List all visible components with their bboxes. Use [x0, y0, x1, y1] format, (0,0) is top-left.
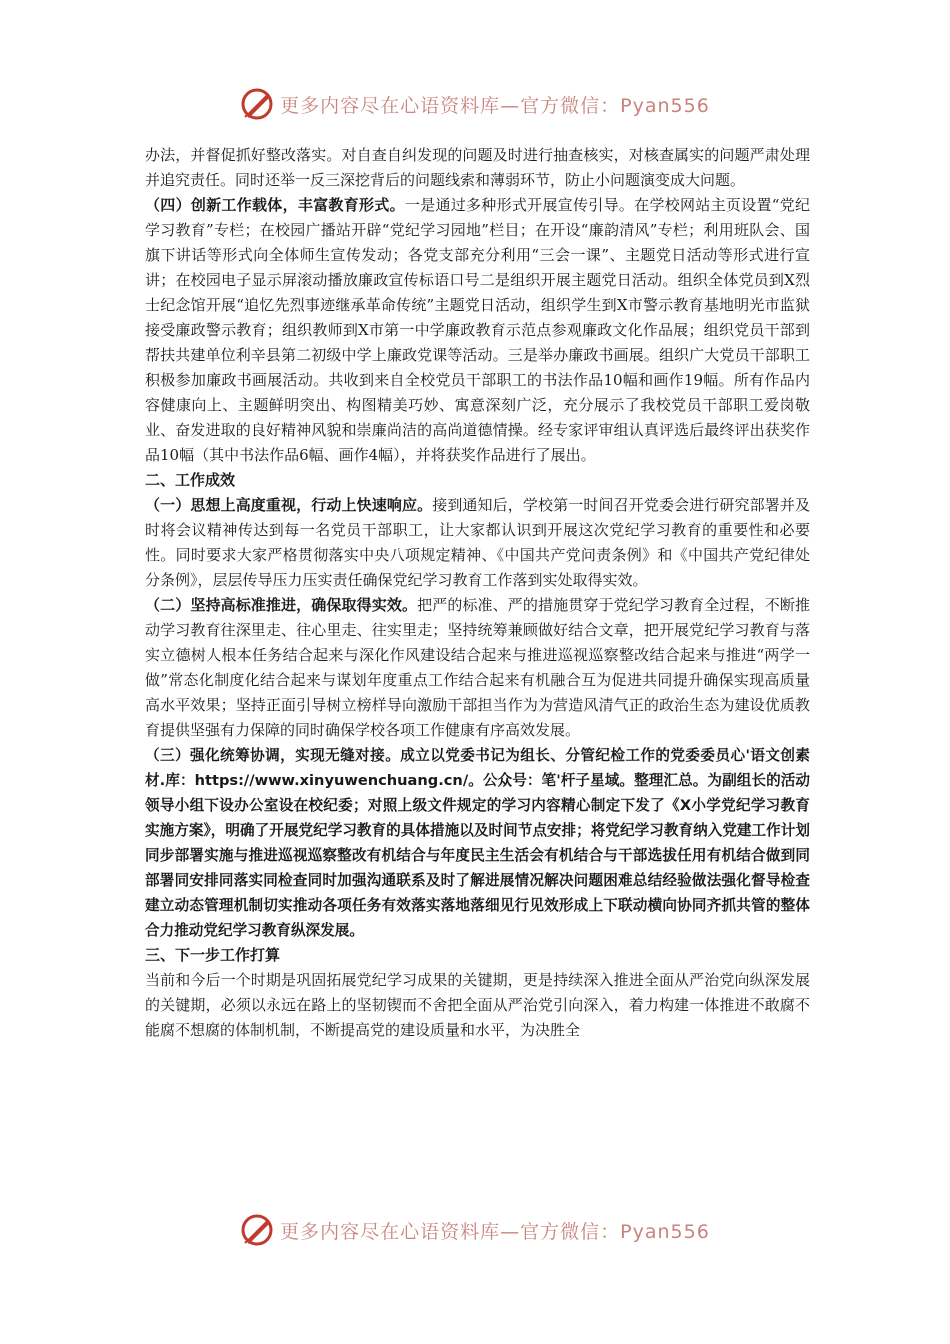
header-banner — [0, 84, 950, 124]
paragraph — [145, 593, 810, 743]
document-body — [145, 143, 810, 1043]
paragraph — [145, 493, 810, 593]
paragraph-lead: （一）思想上高度重视，行动上快速响应。 — [145, 496, 433, 514]
header-banner-text: 更多内容尽在心语资料库—官方微信：Pyan556 — [280, 94, 710, 117]
paragraph-text: 接到通知后，学校第一时间召开党委会进行研究部署并及时将会议精神传达到每一名党员干部职工，让大家都认识到开展这次党纪学习教育的重要性和必要性。同时要求大家严格贯彻落实中央八项规定精神、《中国共产党问责条例》和《中国共产党纪律处分条例》，层层传导压力压实责任确保党纪学习教育工作落到实处取得实效。 — [145, 496, 810, 589]
paragraph: （三）强化统筹协调，实现无缝对接。成立以党委书记为组长、分管纪检工作的党委委员心'语文创素材.库：https://www.xinyuwenchuang.cn/。公众号：笔'杆子星域。整理汇总。为副组长的活动领导小组下设办公室设在校纪委；对照上级文件规定的学习内容精心制定下发了《X小学党纪学习教育实施方案》，明确了开展党纪学习教育的具体措施以及时间节点安排；将党纪学习教育纳入党建工作计划同步部署实施与推进巡视巡察整改有机结合与年度民主生活会有机结合与干部选拔任用有机结合做到同部署同安排同落实同检查同时加强沟通联系及时了解进展情况解决问题困难总结经验做法强化督导检查建立动态管理机制切实推动各项任务有效落实落地落细见行见效形成上下联动横向协同齐抓共管的整体合力推动党纪学习教育纵深发展。 — [145, 747, 810, 939]
section-heading: 三、下一步工作打算 — [145, 946, 281, 964]
paragraph-lead: （二）坚持高标准推进，确保取得实效。 — [145, 596, 418, 614]
section-heading: 二、工作成效 — [145, 471, 236, 489]
pen-logo-icon — [240, 87, 274, 121]
footer-banner — [0, 1210, 950, 1250]
paragraph: 当前和今后一个时期是巩固拓展党纪学习成果的关键期，更是持续深入推进全面从严治党向纵深发展的关键期，必须以永远在路上的坚韧锲而不舍把全面从严治党引向深入，着力构建一体推进不敢腐不能腐不想腐的体制机制，不断提高党的建设质量和水平，为决胜全 — [145, 971, 810, 1039]
paragraph-lead: （四）创新工作载体，丰富教育形式。 — [145, 196, 405, 214]
paragraph-text: 一是通过多种形式开展宣传引导。在学校网站主页设置“党纪学习教育”专栏；在校园广播站开辟“党纪学习园地”栏目；在开设“廉韵清风”专栏；利用班队会、国旗下讲话等形式向全体师生宣传发动；各党支部充分利用“三会一课”、主题党日活动等形式进行宣讲；在校园电子显示屏滚动播放廉政宣传标语口号二是组织开展主题党日活动。组织全体党员到X烈士纪念馆开展“追忆先烈事迹继承革命传统”主题党日活动，组织学生到X市警示教育基地明光市监狱接受廉政警示教育；组织教师到X市第一中学廉政教育示范点参观廉政文化作品展；组织党员干部到帮扶共建单位利辛县第二初级中学上廉政党课等活动。三是举办廉政书画展。组织广大党员干部职工积极参加廉政书画展活动。共收到来自全校党员干部职工的书法作品10幅和画作19幅。所有作品内容健康向上、主题鲜明突出、构图精美巧妙、寓意深刻广泛，充分展示了我校党员干部职工爱岗敬业、奋发进取的良好精神风貌和崇廉尚洁的高尚道德情操。经专家评审组认真评选后最终评出获奖作品10幅（其中书法作品6幅、画作4幅），并将获奖作品进行了展出。 — [145, 196, 810, 464]
paragraph — [145, 193, 810, 468]
pen-logo-icon — [240, 1213, 274, 1247]
paragraph: 办法，并督促抓好整改落实。对自查自纠发现的问题及时进行抽查核实，对核查属实的问题严肃处理并追究责任。同时还举一反三深挖背后的问题线索和薄弱环节，防止小问题演变成大问题。 — [145, 146, 810, 189]
paragraph-text: 把严的标准、严的措施贯穿于党纪学习教育全过程，不断推动学习教育往深里走、往心里走、往实里走；坚持统筹兼顾做好结合文章，把开展党纪学习教育与落实立德树人根本任务结合起来与深化作风建设结合起来与推进巡视巡察整改结合起来与推进“两学一做”常态化制度化结合起来与谋划年度重点工作结合起来有机融合互为促进共同提升确保实现高质量高水平效果；坚持正面引导树立榜样导向激励干部担当作为为营造风清气正的政治生态为建设优质教育提供坚强有力保障的同时确保学校各项工作健康有序高效发展。 — [145, 596, 810, 739]
footer-banner-text: 更多内容尽在心语资料库—官方微信：Pyan556 — [280, 1220, 710, 1243]
